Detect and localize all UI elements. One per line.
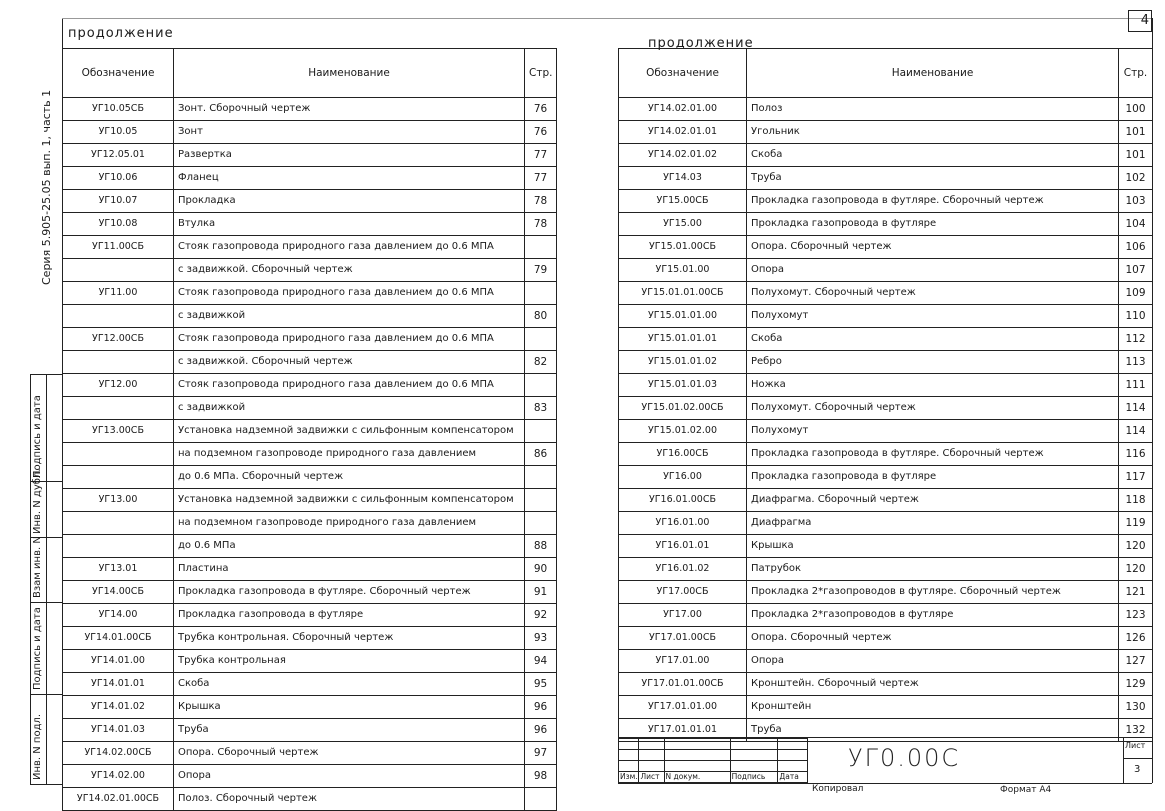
col-data: Дата [778, 772, 808, 783]
row-code: УГ14.01.00СБ [63, 627, 174, 650]
row-page: 88 [525, 535, 557, 558]
row-page: 120 [1119, 558, 1153, 581]
table-row [619, 259, 1153, 282]
row-page: 83 [525, 397, 557, 420]
table-row [619, 466, 1153, 489]
row-name: Кронштейн. Сборочный чертеж [747, 673, 1119, 696]
table-row [63, 282, 557, 305]
table-row [619, 420, 1153, 443]
row-name: Крышка [174, 696, 525, 719]
table-row [63, 98, 557, 121]
series-label: Серия 5.905-25.05 вып. 1, часть 1 [40, 89, 53, 285]
row-code: УГ17.00 [619, 604, 747, 627]
left-continuation: продолжение [68, 26, 174, 41]
stamp-signature-date-2: Подпись и дата [32, 395, 43, 478]
row-name: Прокладка 2*газопроводов в футляре. Сборочный чертеж [747, 581, 1119, 604]
table-row [63, 742, 557, 765]
row-name: Фланец [174, 167, 525, 190]
table-row [63, 673, 557, 696]
row-page: 86 [525, 443, 557, 466]
row-code: УГ14.02.01.02 [619, 144, 747, 167]
table-row [619, 282, 1153, 305]
row-name: Прокладка газопровода в футляре. Сборочный чертеж [747, 443, 1119, 466]
row-name: Прокладка 2*газопроводов в футляре [747, 604, 1119, 627]
row-code: УГ14.03 [619, 167, 747, 190]
table-row [619, 121, 1153, 144]
row-code: УГ10.05 [63, 121, 174, 144]
row-page: 77 [525, 167, 557, 190]
row-page: 77 [525, 144, 557, 167]
row-page: 76 [525, 121, 557, 144]
row-name: Опора [747, 259, 1119, 282]
row-code: УГ13.00 [63, 489, 174, 512]
row-code: УГ16.01.00СБ [619, 489, 747, 512]
stamp-inv-podl: Инв. N подл. [32, 713, 43, 780]
right-spec-table [618, 48, 1153, 742]
table-row [619, 397, 1153, 420]
row-code: УГ14.02.01.00 [619, 98, 747, 121]
row-code: УГ14.01.02 [63, 696, 174, 719]
table-row [63, 489, 557, 512]
row-code: УГ16.01.00 [619, 512, 747, 535]
row-page: 112 [1119, 328, 1153, 351]
row-page: 107 [1119, 259, 1153, 282]
table-row [63, 765, 557, 788]
row-page: 80 [525, 305, 557, 328]
row-page: 90 [525, 558, 557, 581]
row-page [525, 328, 557, 351]
row-name: Труба [174, 719, 525, 742]
table-row [63, 604, 557, 627]
row-code: УГ14.02.00СБ [63, 742, 174, 765]
row-name: Диафрагма. Сборочный чертеж [747, 489, 1119, 512]
row-code: УГ14.00 [63, 604, 174, 627]
row-name: Крышка [747, 535, 1119, 558]
frame-top-border [62, 18, 1152, 19]
header-code: Обозначение [619, 49, 747, 98]
row-code [63, 259, 174, 282]
row-page: 101 [1119, 144, 1153, 167]
row-page: 93 [525, 627, 557, 650]
table-row [619, 144, 1153, 167]
row-page [525, 236, 557, 259]
row-page: 103 [1119, 190, 1153, 213]
table-row [63, 627, 557, 650]
row-name: Скоба [747, 328, 1119, 351]
row-name: Патрубок [747, 558, 1119, 581]
row-page: 121 [1119, 581, 1153, 604]
format-label: Формат А4 [1000, 785, 1052, 795]
row-page: 113 [1119, 351, 1153, 374]
table-row [63, 167, 557, 190]
row-code: УГ17.00СБ [619, 581, 747, 604]
row-code: УГ10.07 [63, 190, 174, 213]
row-name: Опора [747, 650, 1119, 673]
stamp-signature-date-1: Подпись и дата [32, 607, 43, 690]
side-stamp [30, 374, 62, 784]
row-code [63, 351, 174, 374]
row-page: 117 [1119, 466, 1153, 489]
row-name: Прокладка газопровода в футляре. Сборочный чертеж [174, 581, 525, 604]
row-code [63, 443, 174, 466]
right-continuation: продолжение [648, 36, 754, 51]
row-page: 79 [525, 259, 557, 282]
row-code [63, 535, 174, 558]
row-page [525, 282, 557, 305]
row-name: с задвижкой. Сборочный чертеж [174, 259, 525, 282]
table-row [619, 167, 1153, 190]
row-page: 114 [1119, 397, 1153, 420]
row-name: Трубка контрольная [174, 650, 525, 673]
row-code: УГ16.01.02 [619, 558, 747, 581]
row-name: с задвижкой [174, 305, 525, 328]
row-page: 132 [1119, 719, 1153, 742]
col-list: Лист [639, 772, 664, 783]
row-page: 120 [1119, 535, 1153, 558]
row-name: до 0.6 МПа. Сборочный чертеж [174, 466, 525, 489]
row-name: Установка надземной задвижки с сильфонным компенсатором [174, 489, 525, 512]
row-name: Прокладка газопровода в футляре [747, 466, 1119, 489]
row-code: УГ14.00СБ [63, 581, 174, 604]
row-page: 129 [1119, 673, 1153, 696]
left-spec-table [62, 48, 557, 811]
row-page: 111 [1119, 374, 1153, 397]
table-row [619, 236, 1153, 259]
change-grid [618, 738, 808, 783]
row-name: Прокладка газопровода в футляре. Сборочный чертеж [747, 190, 1119, 213]
row-name: Опора. Сборочный чертеж [174, 742, 525, 765]
row-page: 118 [1119, 489, 1153, 512]
row-name: Опора [174, 765, 525, 788]
header-name: Наименование [747, 49, 1119, 98]
row-name: Пластина [174, 558, 525, 581]
table-row [63, 420, 557, 443]
table-header-row [619, 49, 1153, 98]
table-row [63, 121, 557, 144]
row-page [525, 512, 557, 535]
row-code: УГ11.00СБ [63, 236, 174, 259]
row-name: Скоба [174, 673, 525, 696]
row-name: Стояк газопровода природного газа давлением до 0.6 МПА [174, 328, 525, 351]
row-code: УГ14.02.00 [63, 765, 174, 788]
row-name: Полухомут. Сборочный чертеж [747, 282, 1119, 305]
row-name: Кронштейн [747, 696, 1119, 719]
row-code: УГ15.01.00 [619, 259, 747, 282]
row-code: УГ14.01.03 [63, 719, 174, 742]
row-code: УГ14.02.01.00СБ [63, 788, 174, 811]
row-page: 101 [1119, 121, 1153, 144]
row-code: УГ17.01.01.00СБ [619, 673, 747, 696]
table-row [63, 558, 557, 581]
table-row [63, 650, 557, 673]
row-name: на подземном газопроводе природного газа давлением [174, 512, 525, 535]
header-code: Обозначение [63, 49, 174, 98]
row-name: на подземном газопроводе природного газа давлением [174, 443, 525, 466]
row-code: УГ14.01.00 [63, 650, 174, 673]
row-page: 119 [1119, 512, 1153, 535]
row-name: Трубка контрольная. Сборочный чертеж [174, 627, 525, 650]
table-row [63, 236, 557, 259]
table-row [619, 581, 1153, 604]
row-code [63, 466, 174, 489]
table-row [63, 190, 557, 213]
row-code: УГ17.01.00СБ [619, 627, 747, 650]
col-podpis: Подпись [730, 772, 778, 783]
row-page: 96 [525, 696, 557, 719]
stamp-vzam-inv: Взам инв. N [32, 536, 43, 598]
table-row [63, 213, 557, 236]
table-row [63, 305, 557, 328]
row-page [525, 788, 557, 811]
row-name: до 0.6 МПа [174, 535, 525, 558]
table-row [619, 98, 1153, 121]
row-code [63, 397, 174, 420]
table-row [619, 443, 1153, 466]
table-row [619, 374, 1153, 397]
table-row [619, 351, 1153, 374]
table-row [619, 213, 1153, 236]
row-code: УГ15.01.01.00 [619, 305, 747, 328]
row-page: 106 [1119, 236, 1153, 259]
row-code: УГ12.00СБ [63, 328, 174, 351]
row-name: с задвижкой. Сборочный чертеж [174, 351, 525, 374]
table-row [63, 788, 557, 811]
row-code: УГ15.01.01.02 [619, 351, 747, 374]
row-name: Стояк газопровода природного газа давлением до 0.6 МПА [174, 374, 525, 397]
table-row [619, 512, 1153, 535]
table-row [63, 512, 557, 535]
table-row [619, 696, 1153, 719]
row-name: Диафрагма [747, 512, 1119, 535]
row-name: с задвижкой [174, 397, 525, 420]
row-name: Полухомут [747, 420, 1119, 443]
document-code: УГ0.00С [848, 744, 961, 772]
row-page: 110 [1119, 305, 1153, 328]
table-header-row [63, 49, 557, 98]
row-code: УГ15.00СБ [619, 190, 747, 213]
table-row [619, 558, 1153, 581]
row-page: 100 [1119, 98, 1153, 121]
row-name: Установка надземной задвижки с сильфонным компенсатором [174, 420, 525, 443]
table-row [63, 696, 557, 719]
row-page: 116 [1119, 443, 1153, 466]
row-code [63, 512, 174, 535]
table-row [63, 466, 557, 489]
row-code: УГ16.01.01 [619, 535, 747, 558]
row-name: Полухомут. Сборочный чертеж [747, 397, 1119, 420]
row-name: Угольник [747, 121, 1119, 144]
row-page: 98 [525, 765, 557, 788]
row-name: Прокладка газопровода в футляре [174, 604, 525, 627]
col-n-dokum: N докум. [664, 772, 730, 783]
row-page: 97 [525, 742, 557, 765]
row-page: 76 [525, 98, 557, 121]
row-page: 78 [525, 213, 557, 236]
col-izm: Изм. [620, 772, 638, 781]
row-name: Втулка [174, 213, 525, 236]
stamp-inv-dubl: Инв. N дубл. [32, 468, 43, 534]
row-page: 96 [525, 719, 557, 742]
row-code: УГ15.01.02.00 [619, 420, 747, 443]
row-page: 95 [525, 673, 557, 696]
row-code: УГ17.01.01.00 [619, 696, 747, 719]
table-row [63, 397, 557, 420]
table-row [619, 627, 1153, 650]
row-page: 109 [1119, 282, 1153, 305]
row-name: Полоз. Сборочный чертеж [174, 788, 525, 811]
row-name: Стояк газопровода природного газа давлением до 0.6 МПА [174, 282, 525, 305]
table-row [619, 305, 1153, 328]
row-code [63, 305, 174, 328]
row-code: УГ10.08 [63, 213, 174, 236]
table-row [63, 719, 557, 742]
row-code: УГ15.01.01.03 [619, 374, 747, 397]
row-page [525, 489, 557, 512]
row-page [525, 420, 557, 443]
row-code: УГ17.01.00 [619, 650, 747, 673]
row-name: Прокладка газопровода в футляре [747, 213, 1119, 236]
table-row [63, 328, 557, 351]
row-code: УГ15.01.01.00СБ [619, 282, 747, 305]
row-code: УГ15.01.02.00СБ [619, 397, 747, 420]
table-row [619, 489, 1153, 512]
row-name: Полоз [747, 98, 1119, 121]
row-name: Полухомут [747, 305, 1119, 328]
row-code: УГ14.02.01.01 [619, 121, 747, 144]
row-name: Зонт. Сборочный чертеж [174, 98, 525, 121]
row-code: УГ16.00 [619, 466, 747, 489]
row-code: УГ10.05СБ [63, 98, 174, 121]
row-code: УГ15.01.01.01 [619, 328, 747, 351]
sheet-number: 4 [1128, 10, 1152, 32]
row-page: 92 [525, 604, 557, 627]
table-row [619, 650, 1153, 673]
row-page: 91 [525, 581, 557, 604]
row-page: 94 [525, 650, 557, 673]
row-code: УГ16.00СБ [619, 443, 747, 466]
header-page: Стр. [525, 49, 557, 98]
row-code: УГ14.01.01 [63, 673, 174, 696]
row-page: 126 [1119, 627, 1153, 650]
row-code: УГ17.01.01.01 [619, 719, 747, 742]
row-name: Ребро [747, 351, 1119, 374]
row-code: УГ13.00СБ [63, 420, 174, 443]
table-row [63, 144, 557, 167]
title-block [618, 737, 1152, 784]
row-page: 104 [1119, 213, 1153, 236]
copied-label: Копировал [812, 784, 864, 794]
row-page: 127 [1119, 650, 1153, 673]
row-page [525, 374, 557, 397]
row-code: УГ15.00 [619, 213, 747, 236]
row-name: Труба [747, 167, 1119, 190]
row-name: Ножка [747, 374, 1119, 397]
row-code: УГ10.06 [63, 167, 174, 190]
table-row [63, 259, 557, 282]
row-page: 102 [1119, 167, 1153, 190]
table-row [619, 673, 1153, 696]
row-page: 114 [1119, 420, 1153, 443]
row-code: УГ12.00 [63, 374, 174, 397]
sheet-label: Лист [1125, 741, 1146, 750]
row-code: УГ13.01 [63, 558, 174, 581]
row-page: 123 [1119, 604, 1153, 627]
row-code: УГ11.00 [63, 282, 174, 305]
row-page [525, 466, 557, 489]
row-code: УГ12.05.01 [63, 144, 174, 167]
row-name: Опора. Сборочный чертеж [747, 627, 1119, 650]
row-name: Опора. Сборочный чертеж [747, 236, 1119, 259]
table-row [619, 535, 1153, 558]
row-name: Развертка [174, 144, 525, 167]
table-row [63, 374, 557, 397]
row-page: 130 [1119, 696, 1153, 719]
row-name: Скоба [747, 144, 1119, 167]
row-name: Зонт [174, 121, 525, 144]
row-page: 78 [525, 190, 557, 213]
row-page: 82 [525, 351, 557, 374]
header-name: Наименование [174, 49, 525, 98]
header-page: Стр. [1119, 49, 1153, 98]
table-row [63, 351, 557, 374]
row-name: Прокладка [174, 190, 525, 213]
row-name: Труба [747, 719, 1119, 742]
table-row [619, 190, 1153, 213]
row-name: Стояк газопровода природного газа давлением до 0.6 МПА [174, 236, 525, 259]
table-row [619, 604, 1153, 627]
table-row [63, 581, 557, 604]
table-row [63, 535, 557, 558]
table-row [63, 443, 557, 466]
table-row [619, 328, 1153, 351]
row-code: УГ15.01.00СБ [619, 236, 747, 259]
sheet-value: 3 [1134, 764, 1141, 775]
